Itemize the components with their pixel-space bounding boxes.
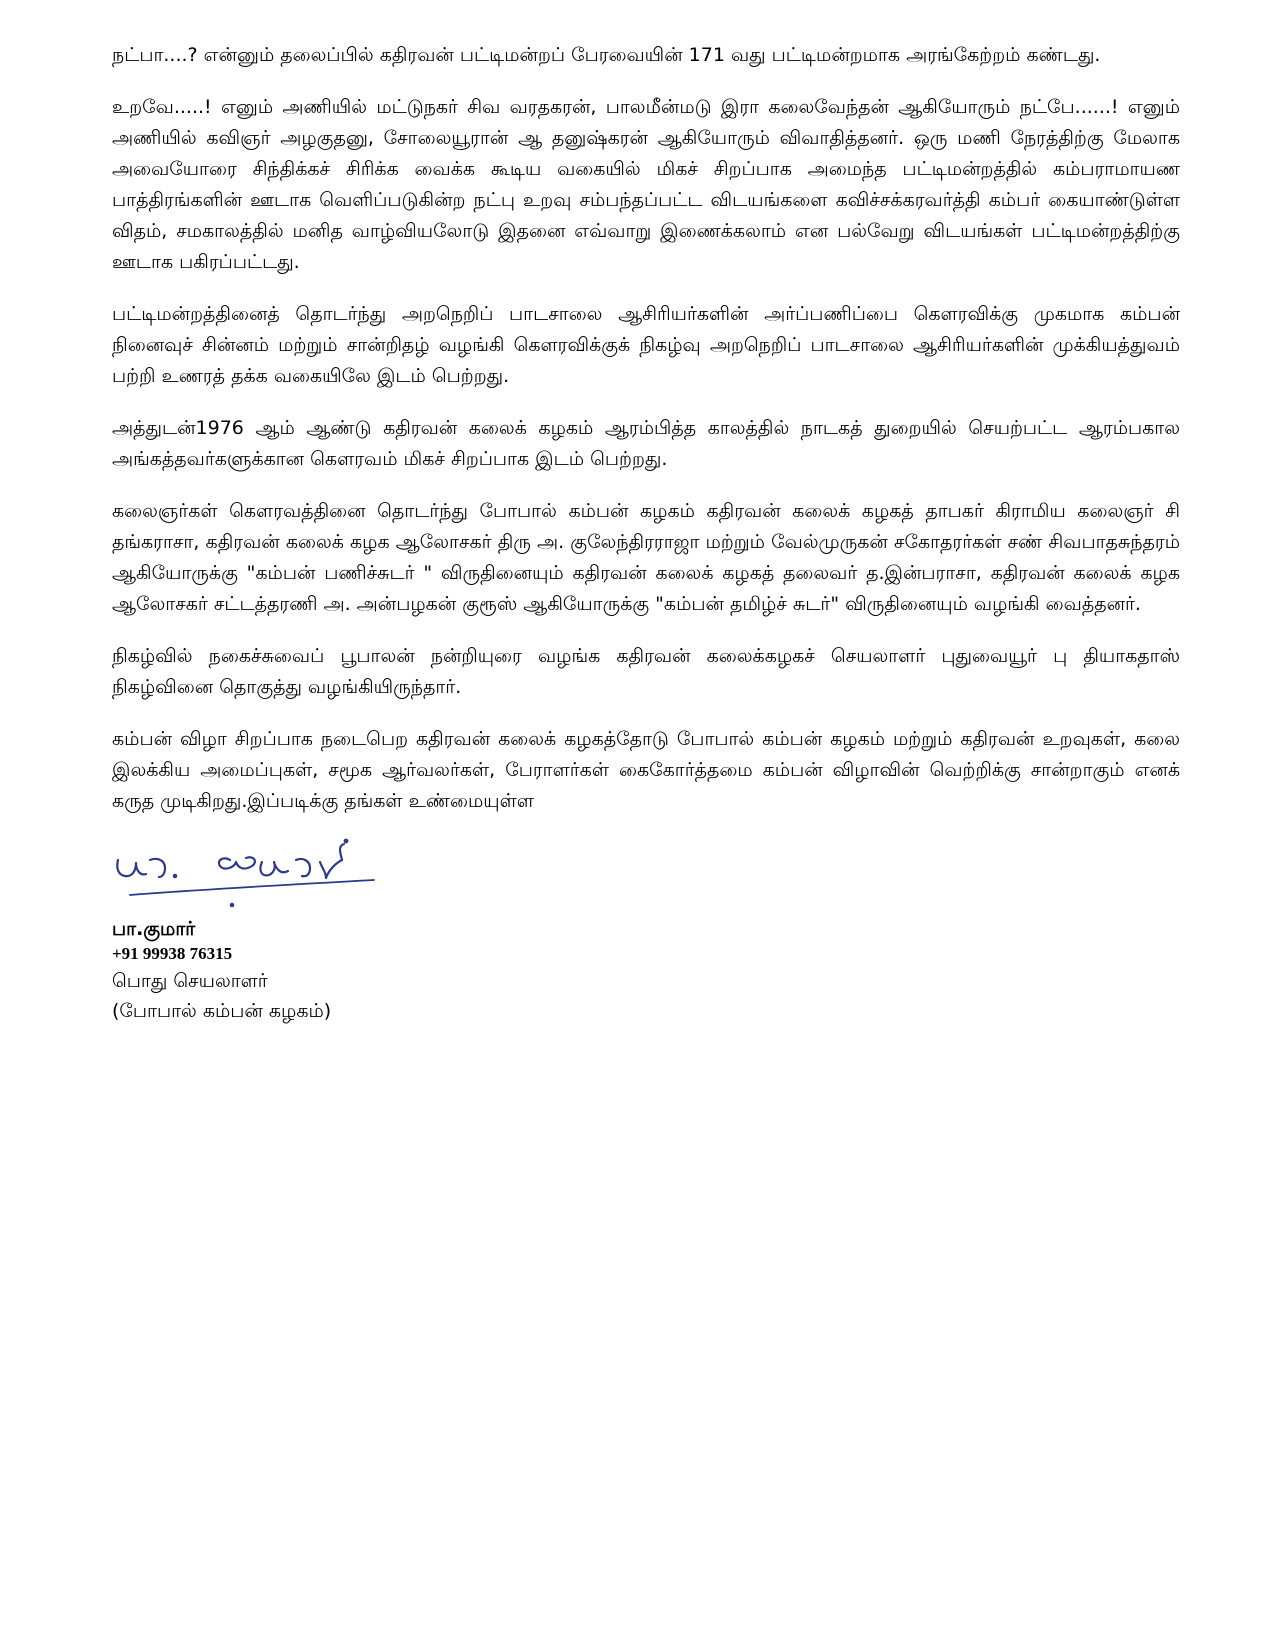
paragraph-6: நிகழ்வில் நகைச்சுவைப் பூபாலன் நன்றியுரை வழங்க கதிரவன் கலைக்கழகச் செயலாளர் புதுவையூர் பு தியாகதாஸ் நிகழ்வினை தொகுத்து வழங்கியிருந்தார்.: [112, 645, 1180, 698]
signatory-phone: +91 99938 76315: [112, 944, 233, 963]
paragraph-1: நட்பா....? என்னும் தலைப்பில் கதிரவன் பட்டிமன்றப் பேரவையின் 171 வது பட்டிமன்றமாக அரங்கேற்றம் கண்டது.: [112, 44, 1101, 66]
paragraph-3: பட்டிமன்றத்தினைத் தொடர்ந்து அறநெறிப் பாடசாலை ஆசிரியர்களின் அர்ப்பணிப்பை கௌரவிக்கு முகமாக கம்பன் நினைவுச் சின்னம் மற்றும் சான்றிதழ் வழங்கி கௌரவிக்குக் நிகழ்வு அறநெறிப் பாடசாலை ஆசிரியர்களின் முக்கியத்துவம் பற்றி உணரத் தக்க வகையிலே இடம் பெற்றது.: [112, 303, 1180, 387]
paragraph-4: அத்துடன்1976 ஆம் ஆண்டு கதிரவன் கலைக் கழகம் ஆரம்பித்த காலத்தில் நாடகத் துறையில் செயற்பட்ட ஆரம்பகால அங்கத்தவர்களுக்கான கௌரவம் மிகச் சிறப்பாக இடம் பெற்றது.: [112, 417, 1180, 470]
paragraph-5: கலைஞர்கள் கௌரவத்தினை தொடர்ந்து போபால் கம்பன் கழகம் கதிரவன் கலைக் கழகத் தாபகர் கிராமிய கலைஞர் சி தங்கராசா, கதிரவன் கலைக் கழக ஆலோசகர் திரு அ. குலேந்திரராஜா மற்றும் வேல்முருகன் சகோதரர்கள் சண் சிவபாதசுந்தரம் ஆகியோருக்கு "கம்பன் பணிச்சுடர் " விருதினையும் கதிரவன் கலைக் கழகத் தலைவர் த.இன்பராசா, கதிரவன் கலைக் கழக ஆலோசகர் சட்டத்தரணி அ. அன்பழகன் குரூஸ் ஆகியோருக்கு "கம்பன் தமிழ்ச் சுடர்" விருதினையும் வழங்கி வைத்தனர்.: [112, 500, 1180, 615]
signatory-name: பா.குமார்: [112, 918, 196, 940]
letter-page: [112, 40, 1180, 1026]
paragraph-2: உறவே.....! எனும் அணியில் மட்டுநகர் சிவ வரதகரன், பாலமீன்மடு இரா கலைவேந்தன் ஆகியோரும் நட்பே......! எனும் அணியில் கவிஞர் அழகுதனு, சோலையூரான் ஆ தனுஷ்கரன் ஆகியோரும் விவாதித்தனர். ஒரு மணி நேரத்திற்கு மேலாக அவையோரை சிந்திக்கச் சிரிக்க வைக்க கூடிய வகையில் மிகச் சிறப்பாக அமைந்த பட்டிமன்றத்தில் கம்பராமாயண பாத்திரங்களின் ஊடாக வெளிப்படுகின்ற நட்பு உறவு சம்பந்தப்பட்ட விடயங்களை கவிச்சக்கரவர்த்தி கம்பர் கையாண்டுள்ள விதம், சமகாலத்தில் மனித வாழ்வியலோடு இதனை எவ்வாறு இணைக்கலாம் என பல்வேறு விடயங்கள் பட்டிமன்றத்திற்கு ஊடாக பகிரப்பட்டது.: [112, 96, 1180, 273]
signatory-block: [112, 916, 1180, 1026]
paragraph-7: கம்பன் விழா சிறப்பாக நடைபெற கதிரவன் கலைக் கழகத்தோடு போபால் கம்பன் கழகம் மற்றும் கதிரவன் உறவுகள், கலை இலக்கிய அமைப்புகள், சமூக ஆர்வலர்கள், பேராளர்கள் கைகோர்த்தமை கம்பன் விழாவின் வெற்றிக்கு சான்றாகும் எனக் கருத முடிகிறது.இப்படிக்கு தங்கள் உண்மையுள்ள: [112, 728, 1180, 812]
signature-drawing: [112, 838, 412, 916]
handwritten-signature: [112, 838, 412, 916]
signatory-role: பொது செயலாளர்: [112, 970, 268, 992]
signatory-organization: (போபால் கம்பன் கழகம்): [112, 1000, 332, 1022]
